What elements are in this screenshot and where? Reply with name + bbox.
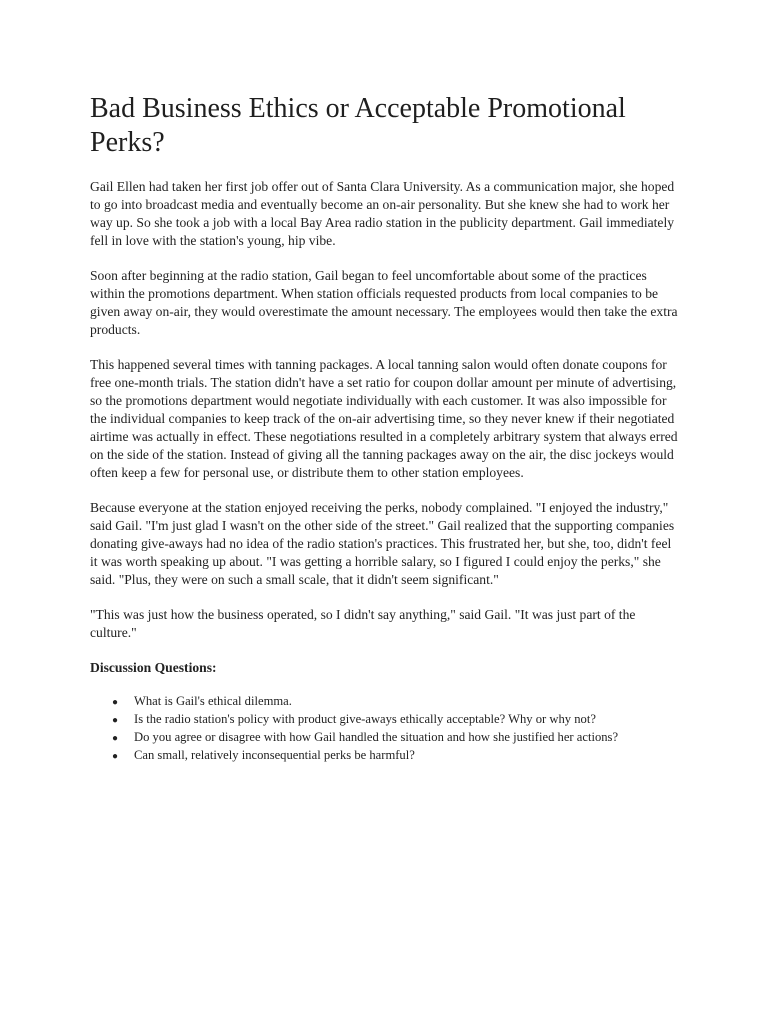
bullet-icon: ● — [112, 733, 119, 744]
question-text: What is Gail's ethical dilemma. — [134, 694, 292, 708]
paragraph-culture: "This was just how the business operated, so I didn't say anything," said Gail. "It was just part of the culture." — [90, 607, 636, 640]
paragraph-intro: Gail Ellen had taken her first job offer out of Santa Clara University. As a communication major, she hoped to go into broadcast media and eventually become an on-air personality. But she knew she had to work her way up. So she took a job with a local Bay Area radio station in the publicity department. Gail immediately fell in love with the station's young, hip vibe. — [90, 179, 675, 248]
document-title: Bad Business Ethics or Acceptable Promotional Perks? — [90, 93, 626, 158]
question-text: Is the radio station's policy with product give-aways ethically acceptable? Why or why not? — [134, 712, 596, 726]
list-item — [90, 747, 680, 765]
paragraph-promotions: Soon after beginning at the radio station, Gail began to feel uncomfortable about some of the practices within the promotions department. When station officials requested products from local companies to be given away on-air, they would overestimate the amount necessary. The employees would then take the extra products. — [90, 268, 678, 337]
question-text: Do you agree or disagree with how Gail handled the situation and how she justified her actions? — [134, 730, 619, 744]
list-item — [90, 711, 680, 729]
paragraph-perks: Because everyone at the station enjoyed receiving the perks, nobody complained. "I enjoyed the industry," said Gail. "I'm just glad I wasn't on the other side of the street." Gail realized that the supporting companies donating give-aways had no idea of the radio station's practices. This frustrated her, but she, too, didn't feel it was worth speaking up about. "I was getting a horrible salary, so I figured I could enjoy the perks," she said. "Plus, they were on such a small scale, that it didn't seem significant." — [90, 500, 675, 587]
document-page — [90, 92, 680, 765]
paragraph-tanning: This happened several times with tanning packages. A local tanning salon would often donate coupons for free one-month trials. The station didn't have a set ratio for coupon dollar amount per minute of advertising, so the promotions department would negotiate individually with each customer. It was also impossible for the individual companies to keep track of the on-air advertising time, so they never knew if their negotiated airtime was actually in effect. These negotiations resulted in a completely arbitrary system that always erred on the side of the station. Instead of giving all the tanning packages away on the air, the disc jockeys would often keep a few for personal use, or distribute them to other station employees. — [90, 357, 678, 480]
discussion-questions-heading: Discussion Questions: — [90, 660, 217, 675]
list-item — [90, 729, 680, 747]
list-item — [90, 693, 680, 711]
bullet-icon: ● — [112, 715, 119, 726]
question-text: Can small, relatively inconsequential perks be harmful? — [134, 748, 415, 762]
bullet-icon: ● — [112, 751, 119, 762]
discussion-questions-list — [90, 693, 680, 765]
bullet-icon: ● — [112, 697, 119, 708]
